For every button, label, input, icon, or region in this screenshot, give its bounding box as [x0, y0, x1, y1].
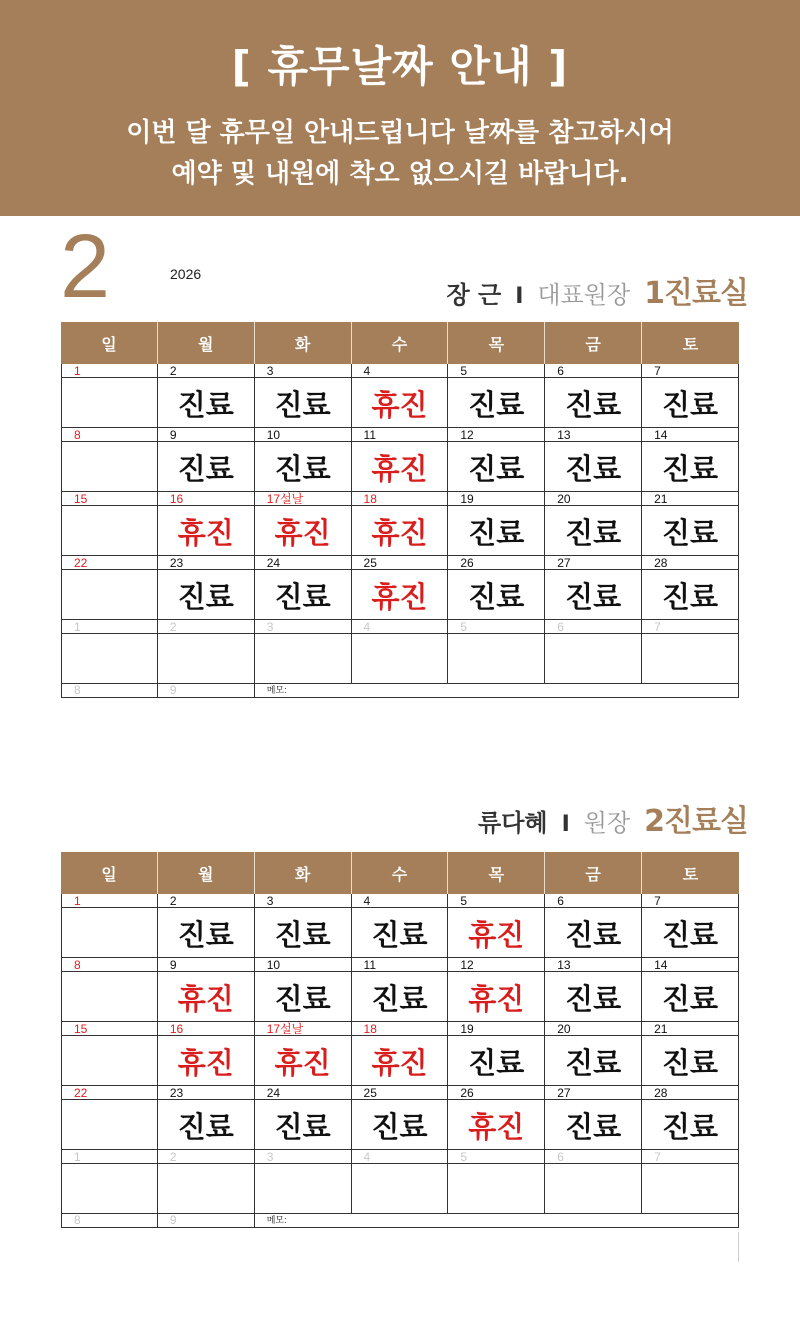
memo-day: 9: [158, 1214, 255, 1228]
day-cell: [352, 958, 449, 1022]
calendar-room-2: [61, 852, 739, 1228]
day-number: 24: [255, 556, 351, 570]
day-number: 26: [448, 1086, 544, 1100]
day-cell: [545, 894, 642, 958]
day-cell: [158, 620, 255, 684]
day-status: 진료: [565, 388, 622, 422]
day-number: 1: [62, 894, 157, 908]
day-number: 6: [545, 364, 641, 378]
day-number: 2: [158, 364, 254, 378]
day-status: 진료: [177, 1110, 234, 1144]
day-number: 4: [352, 364, 448, 378]
day-status: 휴진: [371, 580, 428, 614]
day-cell: [255, 492, 352, 556]
day-number: 19: [448, 1022, 544, 1036]
day-number: 4: [352, 1150, 448, 1164]
day-status: 진료: [371, 982, 428, 1016]
day-status: [448, 1165, 544, 1214]
weekday-header-row: [61, 322, 739, 364]
day-status: 진료: [565, 1110, 622, 1144]
day-cell: [255, 556, 352, 620]
day-status: [62, 1037, 157, 1086]
day-number: 3: [255, 364, 351, 378]
day-number: 23: [158, 1086, 254, 1100]
day-number: 17설날: [255, 492, 351, 506]
day-cell: [61, 894, 158, 958]
day-cell: [642, 364, 739, 428]
weekday-header: 토: [642, 322, 739, 364]
day-cell: [448, 364, 545, 428]
day-status: 진료: [274, 918, 331, 952]
week-row: [61, 958, 739, 1022]
doctor-header-2: [478, 796, 748, 840]
doctor-title: 대표원장: [537, 281, 631, 309]
doctor-name: 류다혜: [478, 809, 548, 837]
divider-line: [738, 1232, 739, 1262]
day-cell: [545, 364, 642, 428]
banner-message-line-2: 예약 및 내원에 착오 없으시길 바랍니다.: [171, 159, 629, 189]
day-status: 진료: [565, 580, 622, 614]
day-status: 진료: [468, 516, 525, 550]
day-cell: [158, 958, 255, 1022]
day-cell: [448, 894, 545, 958]
doctor-name: 장 근: [446, 281, 502, 309]
weekday-header: 수: [352, 852, 449, 894]
day-number: 25: [352, 556, 448, 570]
day-number: 18: [352, 492, 448, 506]
day-number: 24: [255, 1086, 351, 1100]
week-row: [61, 364, 739, 428]
day-cell: [352, 364, 449, 428]
day-cell: [61, 492, 158, 556]
day-number: 21: [642, 1022, 738, 1036]
day-number: 2: [158, 894, 254, 908]
day-cell: [158, 1086, 255, 1150]
day-status: 휴진: [371, 388, 428, 422]
day-number: 7: [642, 894, 738, 908]
day-number: 13: [545, 428, 641, 442]
day-cell: [61, 364, 158, 428]
weekday-header: 수: [352, 322, 449, 364]
day-status: 휴진: [177, 982, 234, 1016]
day-cell: [545, 556, 642, 620]
day-cell: [352, 428, 449, 492]
day-status: 진료: [661, 452, 718, 486]
day-number: 11: [352, 958, 448, 972]
day-number: 4: [352, 620, 448, 634]
day-status: 휴진: [177, 1046, 234, 1080]
day-cell: [448, 428, 545, 492]
day-status: 진료: [661, 516, 718, 550]
day-status: [352, 635, 448, 684]
day-status: 진료: [565, 982, 622, 1016]
day-cell: [352, 620, 449, 684]
day-status: 진료: [661, 918, 718, 952]
day-status: [545, 1165, 641, 1214]
day-cell: [61, 1150, 158, 1214]
day-number: 19: [448, 492, 544, 506]
weekday-header: 금: [545, 322, 642, 364]
day-status: 진료: [468, 388, 525, 422]
weekday-header: 월: [158, 852, 255, 894]
day-status: 진료: [468, 1046, 525, 1080]
day-status: [448, 635, 544, 684]
week-row: [61, 492, 739, 556]
day-number: 7: [642, 364, 738, 378]
day-status: 진료: [177, 918, 234, 952]
day-cell: [61, 958, 158, 1022]
month-number: 2: [60, 217, 111, 317]
day-cell: [255, 894, 352, 958]
day-number: 22: [62, 1086, 157, 1100]
week-row: [61, 1086, 739, 1150]
day-number: 16: [158, 492, 254, 506]
day-number: 14: [642, 958, 738, 972]
day-status: [62, 973, 157, 1022]
day-number: 22: [62, 556, 157, 570]
day-number: 20: [545, 1022, 641, 1036]
day-status: 휴진: [371, 1046, 428, 1080]
day-status: 휴진: [274, 1046, 331, 1080]
day-status: 진료: [565, 918, 622, 952]
day-cell: [352, 894, 449, 958]
day-number: 12: [448, 958, 544, 972]
day-number: 11: [352, 428, 448, 442]
room-label: 2진료실: [644, 804, 748, 839]
day-number: 26: [448, 556, 544, 570]
day-number: 3: [255, 620, 351, 634]
day-cell: [545, 428, 642, 492]
day-cell: [448, 1150, 545, 1214]
day-cell: [255, 1086, 352, 1150]
notice-banner: [0, 0, 800, 216]
day-status: 휴진: [177, 516, 234, 550]
week-row: [61, 1022, 739, 1086]
day-number: 27: [545, 1086, 641, 1100]
day-cell: [255, 620, 352, 684]
memo-label: 메모:: [255, 684, 739, 698]
week-row: [61, 1150, 739, 1214]
day-number: 23: [158, 556, 254, 570]
day-number: 9: [158, 958, 254, 972]
day-number: 27: [545, 556, 641, 570]
year-label: 2026: [170, 266, 202, 282]
day-status: [255, 1165, 351, 1214]
day-status: 진료: [274, 1110, 331, 1144]
day-number: 16: [158, 1022, 254, 1036]
day-cell: [255, 428, 352, 492]
day-cell: [545, 620, 642, 684]
day-status: 진료: [274, 388, 331, 422]
day-cell: [158, 428, 255, 492]
weekday-header: 일: [61, 852, 158, 894]
day-number: 10: [255, 958, 351, 972]
day-number: 8: [62, 428, 157, 442]
day-number: 6: [545, 894, 641, 908]
day-status: 진료: [468, 452, 525, 486]
day-status: 휴진: [468, 982, 525, 1016]
weekday-header: 화: [255, 852, 352, 894]
day-number: 9: [158, 428, 254, 442]
day-cell: [545, 1086, 642, 1150]
day-number: 17설날: [255, 1022, 351, 1036]
day-status: [642, 1165, 738, 1214]
weekday-header: 목: [448, 322, 545, 364]
day-number: 8: [62, 958, 157, 972]
day-cell: [61, 1022, 158, 1086]
day-status: [352, 1165, 448, 1214]
day-status: 진료: [661, 982, 718, 1016]
day-cell: [448, 492, 545, 556]
day-status: 진료: [661, 388, 718, 422]
day-cell: [158, 1150, 255, 1214]
day-cell: [158, 556, 255, 620]
memo-day: 8: [61, 684, 158, 698]
day-status: [158, 1165, 254, 1214]
day-status: [62, 909, 157, 958]
weekday-header: 목: [448, 852, 545, 894]
day-status: 휴진: [371, 452, 428, 486]
day-status: [158, 635, 254, 684]
day-cell: [158, 364, 255, 428]
day-cell: [642, 492, 739, 556]
week-row: [61, 894, 739, 958]
day-status: [642, 635, 738, 684]
day-number: 20: [545, 492, 641, 506]
day-status: 진료: [468, 580, 525, 614]
day-status: 진료: [661, 1110, 718, 1144]
day-number: 3: [255, 894, 351, 908]
day-cell: [352, 556, 449, 620]
day-status: 진료: [565, 452, 622, 486]
day-status: 진료: [274, 452, 331, 486]
day-status: [62, 379, 157, 428]
week-row: [61, 556, 739, 620]
weekday-header: 화: [255, 322, 352, 364]
day-cell: [448, 620, 545, 684]
day-cell: [448, 1022, 545, 1086]
day-number: 2: [158, 1150, 254, 1164]
day-number: 3: [255, 1150, 351, 1164]
day-status: [545, 635, 641, 684]
day-status: 진료: [661, 1046, 718, 1080]
day-status: 진료: [177, 452, 234, 486]
day-cell: [158, 1022, 255, 1086]
day-cell: [158, 894, 255, 958]
day-number: 28: [642, 556, 738, 570]
day-number: 14: [642, 428, 738, 442]
day-number: 15: [62, 1022, 157, 1036]
weekday-header: 금: [545, 852, 642, 894]
day-status: 진료: [274, 982, 331, 1016]
day-status: [62, 507, 157, 556]
calendar-room-1: [61, 322, 739, 698]
day-number: 1: [62, 364, 157, 378]
day-cell: [545, 492, 642, 556]
day-number: 7: [642, 1150, 738, 1164]
day-status: 휴진: [468, 918, 525, 952]
memo-row: [61, 1214, 739, 1228]
weekday-header: 토: [642, 852, 739, 894]
day-cell: [642, 1022, 739, 1086]
day-cell: [61, 620, 158, 684]
day-number: 28: [642, 1086, 738, 1100]
day-status: 진료: [565, 516, 622, 550]
day-cell: [642, 620, 739, 684]
weekday-header: 월: [158, 322, 255, 364]
day-cell: [448, 958, 545, 1022]
day-cell: [545, 958, 642, 1022]
day-number: 5: [448, 364, 544, 378]
day-status: [62, 1165, 157, 1214]
banner-message-line-1: 이번 달 휴무일 안내드립니다 날짜를 참고하시어: [126, 118, 674, 148]
day-cell: [255, 364, 352, 428]
day-cell: [642, 1086, 739, 1150]
header-separator: I: [561, 812, 570, 837]
day-number: 7: [642, 620, 738, 634]
day-status: 진료: [177, 580, 234, 614]
day-cell: [158, 492, 255, 556]
week-row: [61, 428, 739, 492]
memo-day: 9: [158, 684, 255, 698]
day-cell: [448, 1086, 545, 1150]
day-cell: [352, 1086, 449, 1150]
day-cell: [545, 1150, 642, 1214]
day-cell: [61, 428, 158, 492]
day-cell: [545, 1022, 642, 1086]
day-number: 25: [352, 1086, 448, 1100]
weekday-header-row: [61, 852, 739, 894]
day-number: 6: [545, 620, 641, 634]
week-row: [61, 620, 739, 684]
day-number: 5: [448, 894, 544, 908]
day-number: 2: [158, 620, 254, 634]
day-status: 진료: [661, 580, 718, 614]
day-status: 진료: [274, 580, 331, 614]
day-cell: [642, 428, 739, 492]
day-cell: [642, 894, 739, 958]
day-cell: [255, 1150, 352, 1214]
day-number: 12: [448, 428, 544, 442]
memo-row: [61, 684, 739, 698]
day-cell: [61, 556, 158, 620]
day-number: 4: [352, 894, 448, 908]
memo-label: 메모:: [255, 1214, 739, 1228]
day-number: 5: [448, 620, 544, 634]
day-number: 6: [545, 1150, 641, 1164]
day-status: 진료: [565, 1046, 622, 1080]
day-cell: [352, 492, 449, 556]
day-status: [62, 1101, 157, 1150]
day-cell: [448, 556, 545, 620]
day-status: 휴진: [274, 516, 331, 550]
weekday-header: 일: [61, 322, 158, 364]
memo-day: 8: [61, 1214, 158, 1228]
day-status: [62, 443, 157, 492]
day-number: 21: [642, 492, 738, 506]
day-status: 진료: [371, 1110, 428, 1144]
day-number: 5: [448, 1150, 544, 1164]
day-status: 휴진: [468, 1110, 525, 1144]
day-status: [255, 635, 351, 684]
doctor-title: 원장: [583, 809, 631, 837]
day-cell: [642, 556, 739, 620]
day-status: 진료: [177, 388, 234, 422]
day-cell: [352, 1150, 449, 1214]
day-status: 휴진: [371, 516, 428, 550]
day-cell: [642, 958, 739, 1022]
day-number: 10: [255, 428, 351, 442]
day-number: 18: [352, 1022, 448, 1036]
day-status: [62, 635, 157, 684]
day-cell: [61, 1086, 158, 1150]
day-cell: [255, 1022, 352, 1086]
day-number: 1: [62, 620, 157, 634]
room-label: 1진료실: [644, 276, 748, 311]
day-status: [62, 571, 157, 620]
day-cell: [642, 1150, 739, 1214]
day-cell: [352, 1022, 449, 1086]
day-status: 진료: [371, 918, 428, 952]
day-number: 1: [62, 1150, 157, 1164]
day-number: 15: [62, 492, 157, 506]
day-number: 13: [545, 958, 641, 972]
banner-title: [ 휴무날짜 안내 ]: [231, 42, 569, 91]
header-separator: I: [515, 284, 524, 309]
doctor-header-1: [447, 268, 749, 312]
day-cell: [255, 958, 352, 1022]
